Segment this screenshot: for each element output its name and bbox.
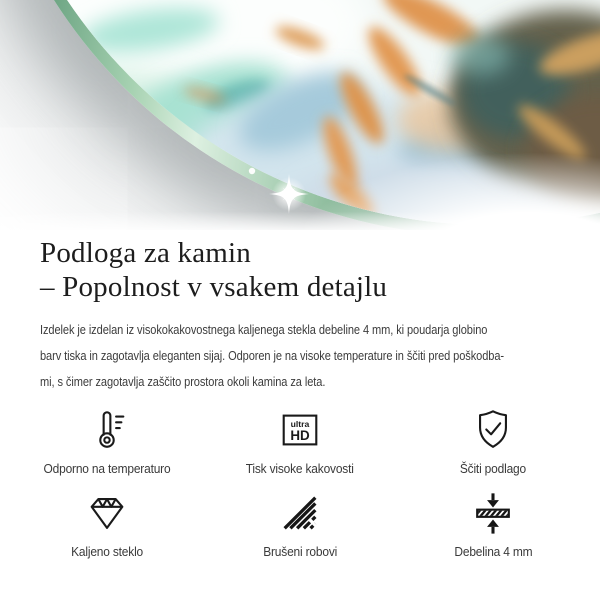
- glass-disc-surface: [0, 0, 600, 225]
- feature-temperature: [10, 407, 203, 476]
- thickness-icon: [470, 490, 516, 536]
- product-image: [0, 0, 600, 230]
- ultra-hd-icon: [277, 407, 323, 453]
- feature-polished-edges: [203, 490, 396, 559]
- description-line: barv tiska in zagotavlja eleganten sijaj. Odporen je na visoke temperature in ščiti pred poškodba-: [40, 348, 505, 363]
- description-line: mi, s čimer zagotavlja zaščito prostora okoli kamina za leta.: [40, 374, 326, 389]
- feature-label: Odporno na temperaturo: [43, 461, 171, 476]
- feature-label: Kaljeno steklo: [70, 544, 143, 559]
- shield-check-icon: [470, 407, 516, 453]
- glass-disc-edge: [0, 0, 600, 230]
- page-title: [40, 236, 560, 304]
- page-title-line-1: Podloga za kamin: [40, 237, 251, 269]
- ultra-hd-badge-top: ultra: [290, 419, 310, 430]
- ultra-hd-badge-bottom: HD: [290, 428, 310, 444]
- page-title-line-2: – Popolnost v vsakem detajlu: [40, 271, 388, 303]
- product-description: [40, 317, 600, 395]
- polished-edges-icon: [277, 490, 323, 536]
- feature-grid: [0, 407, 600, 559]
- feature-print-quality: [203, 407, 396, 476]
- feature-label: Ščiti podlago: [460, 461, 527, 476]
- feature-protects-surface: [397, 407, 590, 476]
- diamond-icon: [84, 490, 130, 536]
- feature-tempered-glass: [10, 490, 203, 559]
- feature-thickness: [397, 490, 590, 559]
- feature-label: Tisk visoke kakovosti: [245, 461, 355, 476]
- feature-label: Debelina 4 mm: [454, 544, 533, 559]
- description-line: Izdelek je izdelan iz visokokakovostnega kaljenega stekla debeline 4 mm, ki poudarja globino: [40, 322, 488, 337]
- feature-label: Brušeni robovi: [263, 544, 337, 559]
- marble-print-art: [0, 0, 600, 225]
- thermometer-icon: [84, 407, 130, 453]
